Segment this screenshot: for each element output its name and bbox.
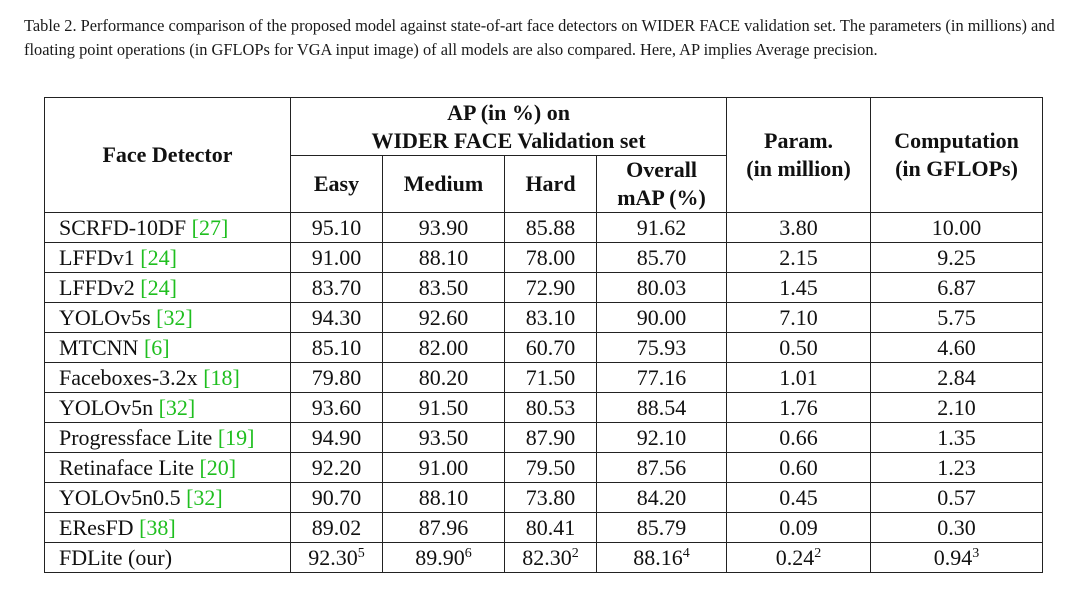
col-header-hard: Hard bbox=[505, 156, 597, 213]
citation-link[interactable]: [19] bbox=[217, 425, 255, 450]
overall-line1: Overall bbox=[626, 157, 697, 182]
table-row bbox=[45, 303, 1043, 333]
medium-cell bbox=[383, 543, 505, 573]
medium-cell: 88.10 bbox=[383, 483, 505, 513]
detector-name-cell bbox=[45, 213, 291, 243]
gflops-cell: 1.23 bbox=[871, 453, 1043, 483]
citation-link[interactable]: [20] bbox=[199, 455, 237, 480]
medium-cell: 91.50 bbox=[383, 393, 505, 423]
gflops-cell bbox=[871, 543, 1043, 573]
detector-name-cell bbox=[45, 453, 291, 483]
medium-cell: 92.60 bbox=[383, 303, 505, 333]
table-row bbox=[45, 333, 1043, 363]
col-header-computation bbox=[871, 98, 1043, 213]
medium-cell: 82.00 bbox=[383, 333, 505, 363]
medium-cell: 93.50 bbox=[383, 423, 505, 453]
hard-cell: 80.53 bbox=[505, 393, 597, 423]
table-row bbox=[45, 363, 1043, 393]
overall-cell: 84.20 bbox=[597, 483, 727, 513]
overall-cell: 90.00 bbox=[597, 303, 727, 333]
col-header-param bbox=[727, 98, 871, 213]
param-cell: 0.45 bbox=[727, 483, 871, 513]
medium-value: 89.90 bbox=[415, 545, 465, 570]
detector-name-cell bbox=[45, 363, 291, 393]
citation-link[interactable]: [18] bbox=[203, 365, 240, 390]
param-cell: 0.50 bbox=[727, 333, 871, 363]
easy-value: 92.30 bbox=[308, 545, 358, 570]
hard-cell bbox=[505, 543, 597, 573]
hard-cell: 83.10 bbox=[505, 303, 597, 333]
gflops-cell: 1.35 bbox=[871, 423, 1043, 453]
medium-cell: 88.10 bbox=[383, 243, 505, 273]
easy-cell: 89.02 bbox=[291, 513, 383, 543]
detector-name-cell bbox=[45, 333, 291, 363]
overall-cell: 88.54 bbox=[597, 393, 727, 423]
table-caption: Table 2. Performance comparison of the proposed model against state-of-art face detectors on WIDER FACE validation set. The parameters (in millions) and floating point operations (in GFLOPs for VGA input image) of all models are also compared. Here, AP implies Average precision. bbox=[24, 16, 1055, 59]
param-cell: 0.60 bbox=[727, 453, 871, 483]
detector-name-cell bbox=[45, 543, 291, 573]
easy-cell: 85.10 bbox=[291, 333, 383, 363]
detector-name: YOLOv5s bbox=[59, 305, 157, 330]
param-cell: 1.45 bbox=[727, 273, 871, 303]
medium-cell: 93.90 bbox=[383, 213, 505, 243]
overall-cell: 91.62 bbox=[597, 213, 727, 243]
citation-link[interactable]: [6] bbox=[143, 335, 170, 360]
gflops-cell: 9.25 bbox=[871, 243, 1043, 273]
detector-name: LFFDv1 bbox=[59, 245, 141, 270]
easy-cell: 91.00 bbox=[291, 243, 383, 273]
easy-cell: 83.70 bbox=[291, 273, 383, 303]
table-row bbox=[45, 423, 1043, 453]
param-cell: 2.15 bbox=[727, 243, 871, 273]
easy-cell: 94.90 bbox=[291, 423, 383, 453]
detector-name: SCRFD-10DF bbox=[59, 215, 192, 240]
hard-cell: 85.88 bbox=[505, 213, 597, 243]
overall-cell bbox=[597, 543, 727, 573]
detector-name: Faceboxes-3.2x bbox=[59, 365, 204, 390]
detector-name-cell bbox=[45, 243, 291, 273]
detector-name-cell bbox=[45, 393, 291, 423]
citation-link[interactable]: [24] bbox=[140, 275, 177, 300]
medium-cell: 83.50 bbox=[383, 273, 505, 303]
ap-group-line1: AP (in %) on bbox=[447, 99, 570, 125]
param-cell bbox=[727, 543, 871, 573]
gflops-cell: 0.30 bbox=[871, 513, 1043, 543]
detector-name-cell bbox=[45, 303, 291, 333]
easy-cell: 93.60 bbox=[291, 393, 383, 423]
table-row bbox=[45, 393, 1043, 423]
medium-rank: 6 bbox=[464, 546, 472, 561]
hard-cell: 72.90 bbox=[505, 273, 597, 303]
detector-name-cell bbox=[45, 483, 291, 513]
overall-cell: 75.93 bbox=[597, 333, 727, 363]
easy-cell: 79.80 bbox=[291, 363, 383, 393]
col-header-ap-group bbox=[291, 98, 727, 156]
gflops-value: 0.94 bbox=[933, 545, 973, 570]
table-row bbox=[45, 243, 1043, 273]
param-line2: (in million) bbox=[746, 156, 851, 181]
citation-link[interactable]: [32] bbox=[158, 395, 196, 420]
param-cell: 0.09 bbox=[727, 513, 871, 543]
computation-line1: Computation bbox=[894, 128, 1019, 153]
param-cell: 0.66 bbox=[727, 423, 871, 453]
col-header-face-detector: Face Detector bbox=[45, 98, 291, 213]
table-row bbox=[45, 213, 1043, 243]
hard-cell: 78.00 bbox=[505, 243, 597, 273]
col-header-overall bbox=[597, 156, 727, 213]
gflops-cell: 0.57 bbox=[871, 483, 1043, 513]
citation-link[interactable]: [32] bbox=[186, 485, 223, 510]
overall-cell: 85.70 bbox=[597, 243, 727, 273]
table-row bbox=[45, 453, 1043, 483]
overall-value: 88.16 bbox=[633, 545, 683, 570]
header-row-top bbox=[45, 98, 1043, 156]
gflops-rank: 3 bbox=[972, 546, 980, 561]
overall-line2: mAP (%) bbox=[617, 185, 706, 210]
param-value: 0.24 bbox=[775, 545, 815, 570]
medium-cell: 87.96 bbox=[383, 513, 505, 543]
citation-link[interactable]: [24] bbox=[140, 245, 177, 270]
overall-rank: 4 bbox=[682, 546, 690, 561]
easy-cell: 92.20 bbox=[291, 453, 383, 483]
gflops-cell: 4.60 bbox=[871, 333, 1043, 363]
hard-cell: 87.90 bbox=[505, 423, 597, 453]
detector-name-cell bbox=[45, 273, 291, 303]
hard-value: 82.30 bbox=[522, 545, 572, 570]
overall-cell: 92.10 bbox=[597, 423, 727, 453]
param-cell: 7.10 bbox=[727, 303, 871, 333]
medium-cell: 91.00 bbox=[383, 453, 505, 483]
hard-cell: 79.50 bbox=[505, 453, 597, 483]
overall-cell: 80.03 bbox=[597, 273, 727, 303]
hard-rank: 2 bbox=[571, 546, 579, 561]
param-cell: 1.76 bbox=[727, 393, 871, 423]
computation-line2: (in GFLOPs) bbox=[895, 156, 1018, 181]
detector-name-cell bbox=[45, 513, 291, 543]
param-cell: 1.01 bbox=[727, 363, 871, 393]
gflops-cell: 5.75 bbox=[871, 303, 1043, 333]
param-line1: Param. bbox=[764, 128, 834, 153]
hard-cell: 71.50 bbox=[505, 363, 597, 393]
citation-link[interactable]: [27] bbox=[191, 215, 229, 240]
results-table bbox=[44, 97, 1043, 573]
medium-cell: 80.20 bbox=[383, 363, 505, 393]
easy-rank: 5 bbox=[357, 546, 365, 561]
detector-name: Retinaface Lite bbox=[59, 455, 200, 480]
detector-name: EResFD bbox=[59, 515, 140, 540]
col-header-medium: Medium bbox=[383, 156, 505, 213]
easy-cell: 95.10 bbox=[291, 213, 383, 243]
detector-name: MTCNN bbox=[59, 335, 144, 360]
table-row bbox=[45, 273, 1043, 303]
overall-cell: 85.79 bbox=[597, 513, 727, 543]
hard-cell: 73.80 bbox=[505, 483, 597, 513]
detector-name: YOLOv5n0.5 bbox=[59, 485, 187, 510]
param-rank: 2 bbox=[814, 546, 822, 561]
citation-link[interactable]: [38] bbox=[139, 515, 176, 540]
easy-cell bbox=[291, 543, 383, 573]
detector-name: LFFDv2 bbox=[59, 275, 141, 300]
detector-name-cell bbox=[45, 423, 291, 453]
param-cell: 3.80 bbox=[727, 213, 871, 243]
table-row bbox=[45, 513, 1043, 543]
detector-name: Progressface Lite bbox=[59, 425, 218, 450]
table-row bbox=[45, 483, 1043, 513]
overall-cell: 77.16 bbox=[597, 363, 727, 393]
detector-name: YOLOv5n bbox=[59, 395, 159, 420]
gflops-cell: 2.84 bbox=[871, 363, 1043, 393]
table-row-our-model bbox=[45, 543, 1043, 573]
overall-cell: 87.56 bbox=[597, 453, 727, 483]
hard-cell: 80.41 bbox=[505, 513, 597, 543]
gflops-cell: 6.87 bbox=[871, 273, 1043, 303]
citation-link[interactable]: [32] bbox=[156, 305, 193, 330]
detector-name: FDLite (our) bbox=[59, 545, 173, 570]
gflops-cell: 10.00 bbox=[871, 213, 1043, 243]
easy-cell: 94.30 bbox=[291, 303, 383, 333]
ap-group-line2: WIDER FACE Validation set bbox=[371, 127, 646, 153]
gflops-cell: 2.10 bbox=[871, 393, 1043, 423]
easy-cell: 90.70 bbox=[291, 483, 383, 513]
hard-cell: 60.70 bbox=[505, 333, 597, 363]
col-header-easy: Easy bbox=[291, 156, 383, 213]
